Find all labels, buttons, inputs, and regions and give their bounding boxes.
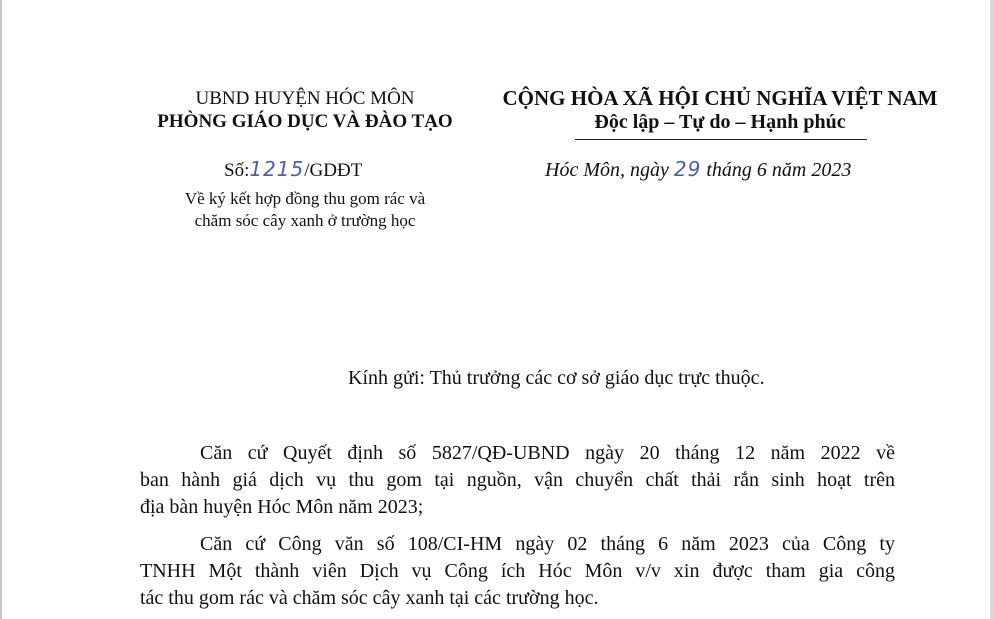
- date-prefix: Hóc Môn, ngày: [545, 159, 669, 181]
- paragraph-line: ban hành giá dịch vụ thu gom tại nguồn, vận chuyển chất thải rắn sinh hoạt trên: [140, 469, 895, 491]
- paragraph-legal-basis-1: [140, 440, 895, 521]
- doc-number-suffix: /GDĐT: [304, 160, 363, 181]
- paragraph-line: tác thu gom rác và chăm sóc cây xanh tại các trường học.: [140, 587, 599, 609]
- parent-org-name: UBND HUYỆN HÓC MÔN: [195, 88, 415, 109]
- page-left-edge: [0, 0, 2, 619]
- subject-line-1: Về ký kết hợp đồng thu gom rác và: [184, 189, 426, 208]
- national-motto: Độc lập – Tự do – Hạnh phúc: [594, 111, 846, 133]
- paragraph-line: Căn cứ Công văn số 108/CI-HM ngày 02 tháng 6 năm 2023 của Công ty: [200, 533, 895, 555]
- doc-number-handwritten: 1215: [249, 157, 305, 181]
- date-suffix: tháng 6 năm 2023: [706, 159, 852, 181]
- paragraph-line: TNHH Một thành viên Dịch vụ Công ích Hóc Môn v/v xin được tham gia công: [140, 560, 895, 582]
- recipient-line: Kính gửi: Thủ trưởng các cơ sở giáo dục trực thuộc.: [348, 367, 765, 389]
- paragraph-legal-basis-2: [140, 531, 895, 612]
- motto-underline: [575, 139, 867, 140]
- document-number: [224, 157, 362, 182]
- doc-number-prefix: Số:: [224, 160, 250, 181]
- paragraph-line: địa bàn huyện Hóc Môn năm 2023;: [140, 496, 424, 518]
- issuing-org-name: PHÒNG GIÁO DỤC VÀ ĐÀO TẠO: [157, 111, 453, 132]
- national-title: CỘNG HÒA XÃ HỘI CHỦ NGHĨA VIỆT NAM: [502, 86, 938, 110]
- page-right-edge: [990, 0, 994, 619]
- date-day-handwritten: 29: [673, 157, 702, 181]
- subject-line-2: chăm sóc cây xanh ở trường học: [194, 211, 416, 230]
- document-date: [545, 157, 851, 182]
- paragraph-line: Căn cứ Quyết định số 5827/QĐ-UBND ngày 20 tháng 12 năm 2022 về: [200, 442, 895, 464]
